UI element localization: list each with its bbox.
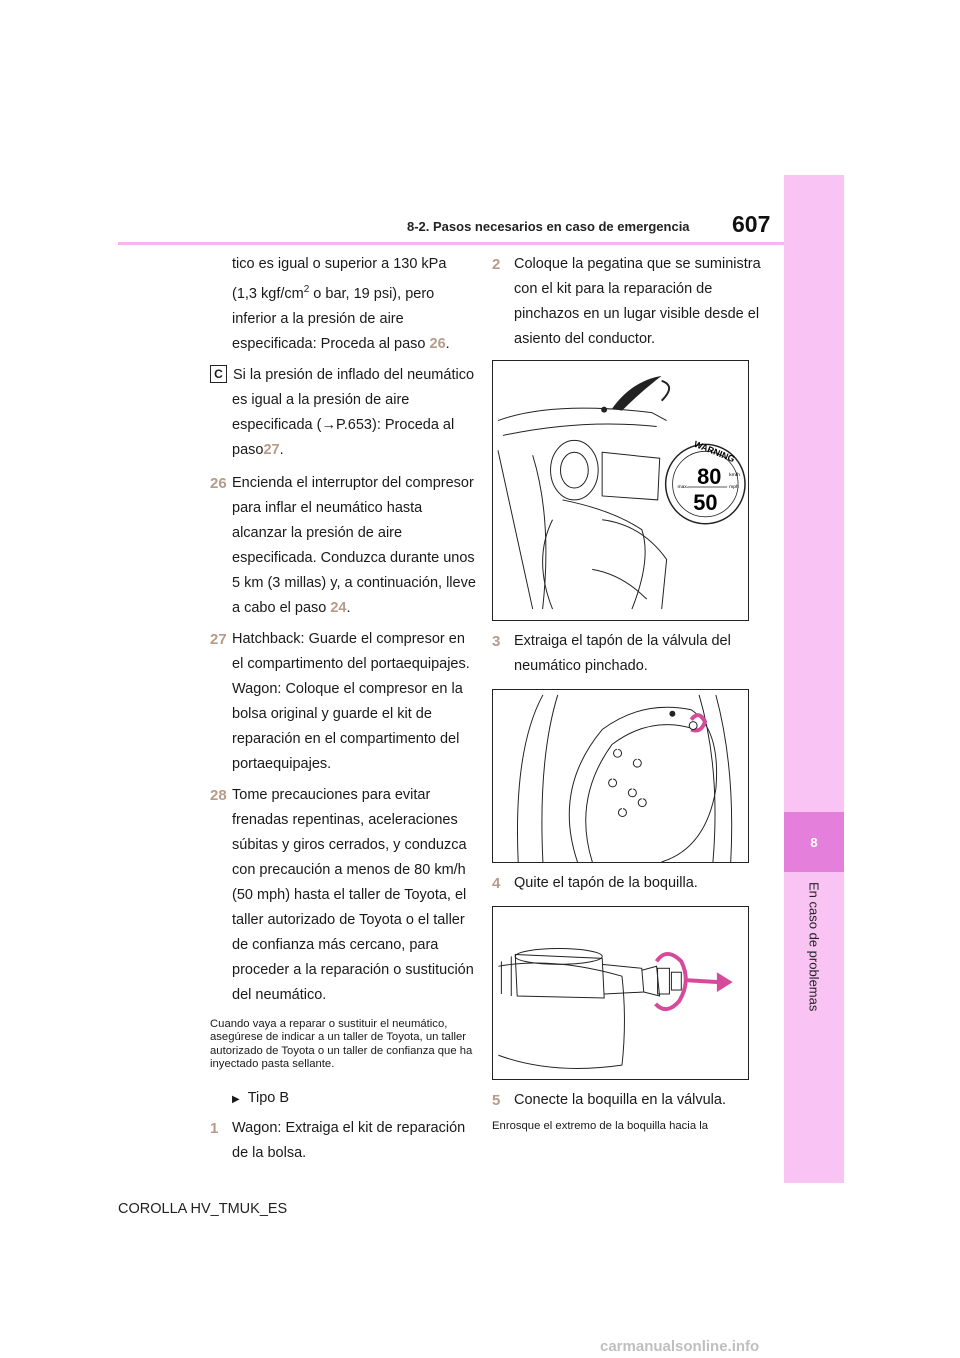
nozzle-cap-figure — [492, 906, 749, 1080]
header-divider — [118, 242, 784, 245]
chapter-side-tab — [784, 175, 844, 1183]
nozzle-illustration — [493, 907, 748, 1079]
chapter-label: En caso de problemas — [806, 882, 822, 1012]
step-1: 1 Wagon: Extraiga el kit de reparación de la bolsa. — [210, 1119, 466, 1161]
step-5: 5 Conecte la boquilla en la válvula. — [492, 1092, 726, 1109]
step-reference: 24 — [330, 599, 347, 616]
speed-warning-sticker — [666, 439, 745, 524]
sticker-warning-text: WARNING — [692, 438, 737, 465]
right-column — [492, 252, 762, 1133]
step-4: 4 Quite el tapón de la boquilla. — [492, 875, 698, 892]
model-code: COROLLA HV_TMUK_ES — [118, 1201, 288, 1217]
valve-cap-figure — [492, 689, 749, 863]
sticker-top-speed: 80 — [697, 464, 722, 490]
arrow-right-icon: → — [321, 416, 336, 433]
section-title: 8-2. Pasos necesarios en caso de emergencia — [407, 219, 690, 234]
step-26: 26 Encienda el interruptor del compresor para inflar el neumático hasta alcanzar la presión de aire especificada. Conduzca durante unos 5 km (3 millas) y, a continuación, lleve a cabo el paso 24. — [210, 474, 476, 616]
sticker-placement-figure — [492, 360, 749, 621]
sticker-max: max. — [677, 485, 689, 491]
step-27: 27 Hatchback: Guarde el compresor en el compartimento del portaequipajes. Wagon: Coloque el compresor en la bolsa original y guarde el kit de reparación en el compartimento del portaequipajes. — [210, 630, 470, 772]
repair-note: Cuando vaya a reparar o sustituir el neumático, asegúrese de indicar a un taller de Toyota, un taller autorizado de Toyota o un taller de confianza que ha inyectado pasta sellante. — [210, 1017, 473, 1071]
triangle-bullet-icon: ▶ — [232, 1093, 240, 1105]
step-2: 2 Coloque la pegatina que se suministra con el kit para la reparación de pinchazos en un lugar visible desde el asiento del conductor. — [492, 256, 761, 347]
car-interior-illustration — [493, 361, 748, 620]
watermark: carmanualsonline.info — [600, 1338, 760, 1355]
pull-arrow-icon — [717, 972, 733, 992]
step-5-note: Enrosque el extremo de la boquilla hacia la — [492, 1120, 709, 1132]
option-c-paragraph: C Si la presión de inflado del neumático es igual a la presión de aire especificada (→P.653): Proceda al paso27. — [232, 363, 478, 463]
sticker-bottom-speed: 50 — [693, 489, 718, 515]
step-reference: 27 — [263, 441, 280, 458]
left-column — [210, 252, 478, 1172]
step-reference: 26 — [429, 335, 446, 352]
step-28: 28 Tome precauciones para evitar frenadas repentinas, aceleraciones súbitas y giros cerrados, y conduzca con precaución a menos de 80 km/h (50 mph) hasta el taller de Toyota, el taller autorizado de Toyota o el taller de confianza más cercano, para proceder a la reparación o sustitución del neumático. — [210, 786, 474, 1003]
continued-paragraph: tico es igual o superior a 130 kPa (1,3 kgf/$cm^2$ o bar, 19 psi), pero inferior a la presión de aire especificada: Proceda al paso 26. — [232, 256, 450, 352]
step-3: 3 Extraiga el tapón de la válvula del neumático pinchado. — [492, 633, 731, 674]
pointer-arrow-icon — [612, 376, 662, 411]
option-c-badge: C — [210, 365, 227, 383]
chapter-number: 8 — [784, 812, 844, 872]
sticker-unit-mph: mph — [729, 485, 739, 491]
tire-valve-illustration — [493, 690, 748, 862]
type-b-heading: ▶ Tipo B — [232, 1086, 478, 1112]
page-number: 607 — [732, 211, 771, 237]
sticker-unit-kmh: km/h — [729, 473, 740, 479]
